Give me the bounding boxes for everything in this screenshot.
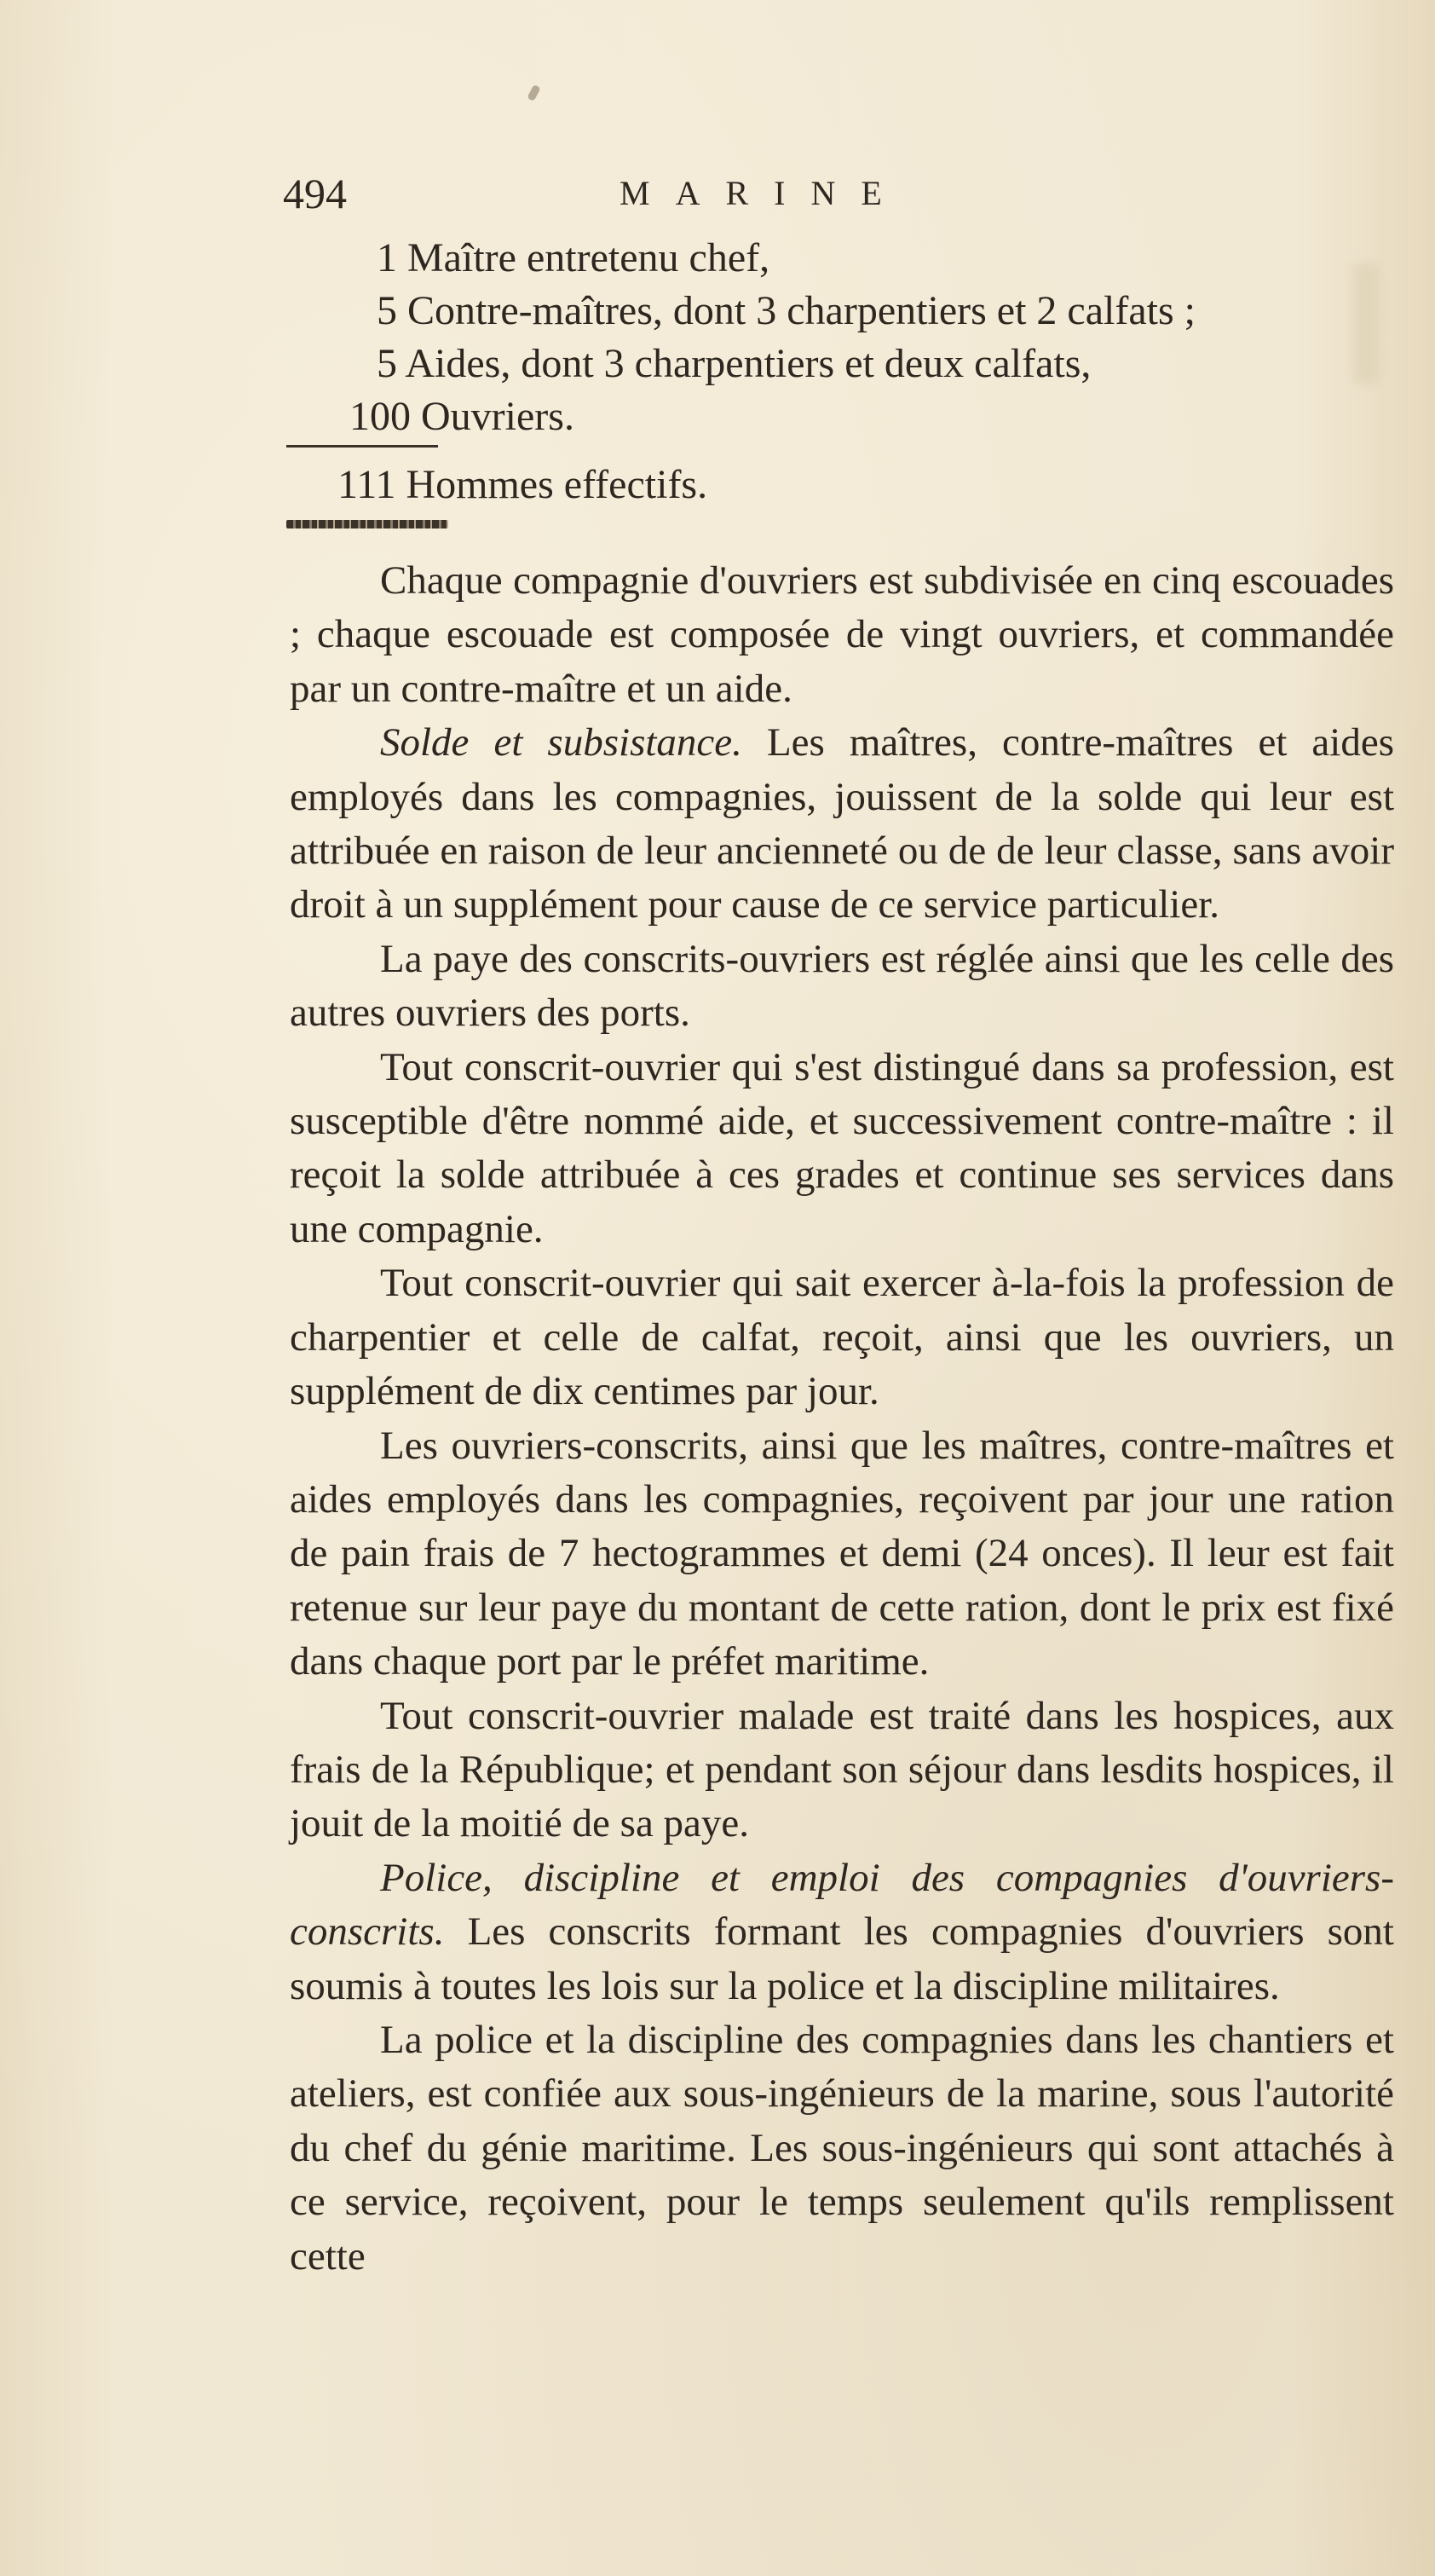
paragraph — [290, 1851, 1394, 2013]
paragraph — [290, 1419, 1394, 1689]
total-line: 111 Hommes effectifs. — [337, 462, 708, 507]
ink-speck — [527, 84, 540, 101]
paragraph — [290, 716, 1394, 933]
paragraph-text: La paye des conscrits-ouvriers est réglée ainsi que les celle des autres ouvriers des ports. — [290, 936, 1394, 1036]
paragraph — [290, 554, 1394, 716]
paragraph-text: Chaque compagnie d'ouvriers est subdivisée en cinq escouades ; chaque escouade est composée de vingt ouvriers, et commandée par un contre-maître et un aide. — [290, 558, 1394, 711]
body-text — [290, 554, 1394, 2284]
page-number: 494 — [283, 170, 347, 217]
paragraph — [290, 1256, 1394, 1418]
page-header — [283, 164, 1024, 223]
list-item: 5 Aides, dont 3 charpentiers et deux calfats, — [377, 341, 1092, 386]
paragraph — [290, 1041, 1394, 1257]
paper-stain — [1353, 264, 1379, 384]
paragraph-text: Tout conscrit-ouvrier malade est traité dans les hospices, aux frais de la République; et pendant son séjour dans lesdits hospices, il jouit de la moitié de sa paye. — [290, 1693, 1394, 1846]
list-item: 100 Ouvriers. — [349, 394, 574, 439]
paragraph-text: La police et la discipline des compagnies dans les chantiers et ateliers, est confiée aux sous-ingénieurs de la marine, sous l'autorité du chef du génie maritime. Les sous-ingénieurs qui sont attachés à ce service, reçoivent, pour le temps seulement qu'ils remplissent cette — [290, 2017, 1394, 2279]
paragraph — [290, 933, 1394, 1041]
running-head: MARINE — [620, 174, 908, 212]
paragraph-text: Les ouvriers-conscrits, ainsi que les maîtres, contre-maîtres et aides employés dans les compagnies, reçoivent par jour une ration de pain frais de 7 hectogrammes et demi (24 onces). Il leur est fait retenue sur leur paye du montant de cette ration, dont le prix est fixé dans chaque port par le préfet maritime. — [290, 1423, 1394, 1684]
paragraph-text: Tout conscrit-ouvrier qui s'est distingué dans sa profession, est susceptible d'être nommé aide, et successivement contre-maître : il reçoit la solde attribuée à ces grades et continue ses services dans une compagnie. — [290, 1044, 1394, 1251]
list-item: 5 Contre-maîtres, dont 3 charpentiers et 2 calfats ; — [377, 288, 1196, 333]
paragraph-text: Les maîtres, contre-maîtres et aides employés dans les compagnies, jouissent de la solde qui leur est attribuée en raison de leur ancienneté ou de de leur classe, sans avoir droit à un supplément pour cause de ce service particulier. — [290, 720, 1394, 927]
sum-rule — [286, 445, 438, 448]
ornamental-rule — [286, 520, 448, 528]
run-in-heading: Police, discipline et emploi des compagnies d'ouvriers-conscrits. — [290, 1855, 1394, 1955]
composition-list — [349, 232, 1314, 443]
run-in-heading: Solde et subsistance. — [380, 720, 742, 765]
paragraph — [290, 1689, 1394, 1851]
paragraph-text: Les conscrits formant les compagnies d'ouvriers sont soumis à toutes les lois sur la police et la discipline militaires. — [290, 1909, 1394, 2008]
list-item: 1 Maître entretenu chef, — [377, 235, 770, 280]
paragraph — [290, 2013, 1394, 2284]
paragraph-text: Tout conscrit-ouvrier qui sait exercer à-la-fois la profession de charpentier et celle de calfat, reçoit, ainsi que les ouvriers, un supplément de dix centimes par jour. — [290, 1261, 1394, 1414]
